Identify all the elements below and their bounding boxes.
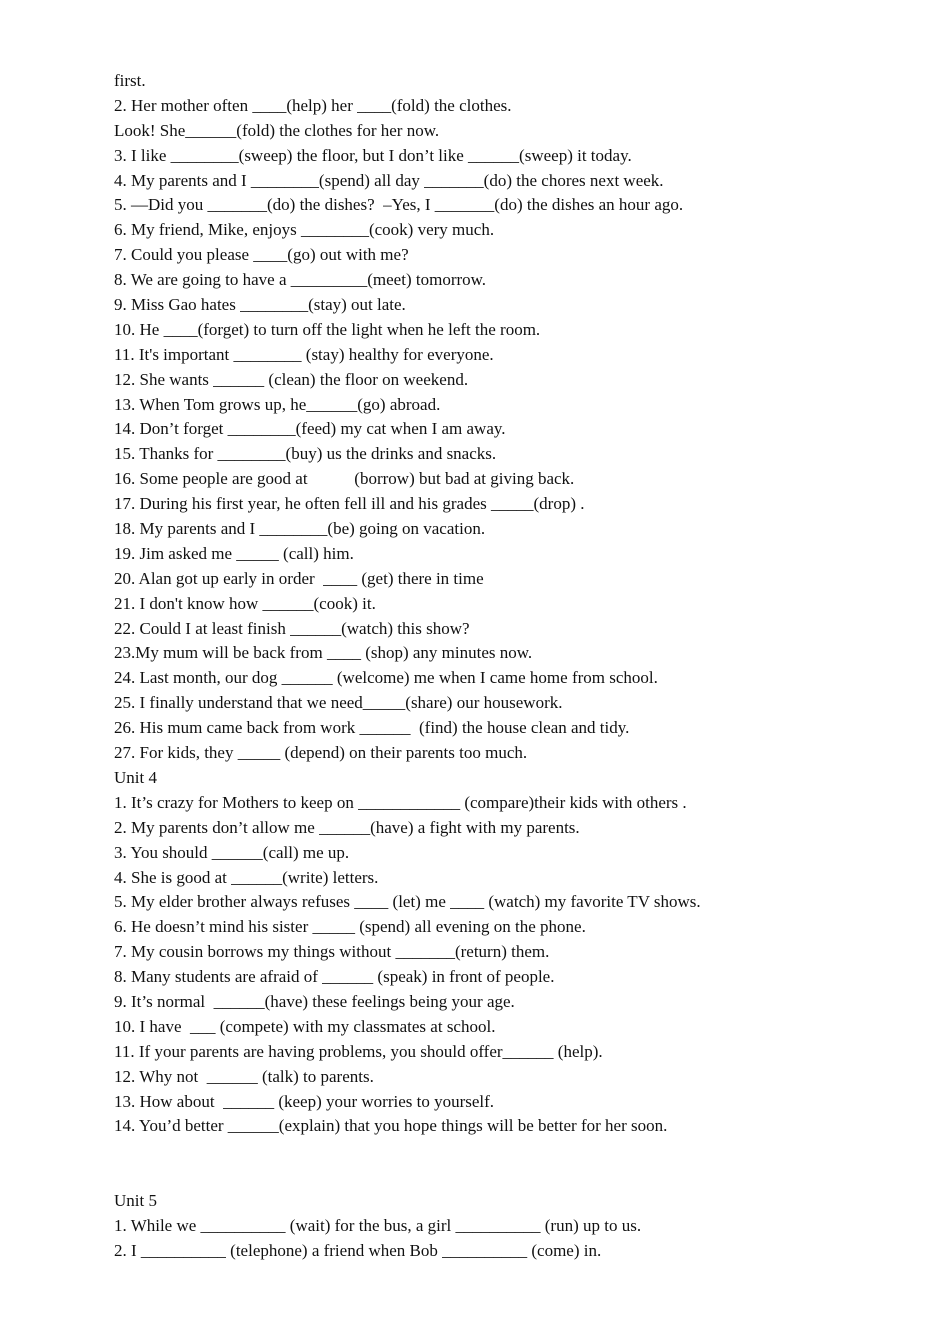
exercise-line: 13. How about ______ (keep) your worries to yourself.	[114, 1091, 495, 1111]
exercise-line: 7. My cousin borrows my things without _______(return) them.	[114, 942, 550, 962]
exercise-line: 4. My parents and I ________(spend) all day _______(do) the chores next week.	[114, 170, 664, 190]
exercise-line: 12. Why not ______ (talk) to parents.	[114, 1066, 374, 1086]
exercise-line: 23.My mum will be back from ____ (shop) any minutes now.	[114, 643, 533, 663]
exercise-line: 20. Alan got up early in order ____ (get) there in time	[114, 568, 484, 588]
exercise-line: 16. Some people are good at (borrow) but bad at giving back.	[114, 469, 575, 489]
exercise-line: 1. It’s crazy for Mothers to keep on ____________ (compare)their kids with others .	[114, 792, 687, 812]
exercise-line: 3. I like ________(sweep) the floor, but I don’t like ______(sweep) it today.	[114, 145, 632, 165]
exercise-line: 14. You’d better ______(explain) that you hope things will be better for her soon.	[114, 1116, 668, 1136]
exercise-line: 18. My parents and I ________(be) going on vacation.	[114, 519, 486, 539]
unit-5-heading: Unit 5	[114, 1191, 157, 1211]
exercise-line: 5. —Did you _______(do) the dishes? –Yes, I _______(do) the dishes an hour ago.	[114, 195, 684, 215]
exercise-line: 5. My elder brother always refuses ____ (let) me ____ (watch) my favorite TV shows.	[114, 892, 701, 912]
exercise-line: 7. Could you please ____(go) out with me?	[114, 245, 409, 265]
worksheet-page	[114, 69, 914, 1264]
exercise-line: first.	[114, 71, 146, 90]
exercise-line: 2. I __________ (telephone) a friend when Bob __________ (come) in.	[114, 1240, 602, 1260]
exercise-line: 15. Thanks for ________(buy) us the drinks and snacks.	[114, 444, 497, 464]
exercise-line: 13. When Tom grows up, he______(go) abroad.	[114, 394, 441, 414]
exercise-line: 3. You should ______(call) me up.	[114, 842, 350, 862]
exercise-line: 26. His mum came back from work ______ (find) the house clean and tidy.	[114, 718, 630, 738]
exercise-line: 27. For kids, they _____ (depend) on their parents too much.	[114, 743, 528, 763]
exercise-line: 2. My parents don’t allow me ______(have) a fight with my parents.	[114, 817, 580, 837]
exercise-line: 24. Last month, our dog ______ (welcome) me when I came home from school.	[114, 668, 658, 688]
exercise-line: Look! She______(fold) the clothes for her now.	[114, 120, 440, 140]
exercise-line: 8. We are going to have a _________(meet) tomorrow.	[114, 270, 487, 290]
exercise-line: 14. Don’t forget ________(feed) my cat when I am away.	[114, 419, 506, 439]
exercise-line: 1. While we __________ (wait) for the bus, a girl __________ (run) up to us.	[114, 1215, 642, 1235]
exercise-line: 2. Her mother often ____(help) her ____(fold) the clothes.	[114, 95, 512, 115]
exercise-line: 17. During his first year, he often fell ill and his grades _____(drop) .	[114, 494, 585, 514]
section-spacer	[114, 1139, 914, 1189]
exercise-line: 6. My friend, Mike, enjoys ________(cook) very much.	[114, 220, 495, 240]
exercise-line: 10. He ____(forget) to turn off the light when he left the room.	[114, 319, 541, 339]
exercise-line: 9. Miss Gao hates ________(stay) out late.	[114, 295, 406, 315]
exercise-line: 21. I don't know how ______(cook) it.	[114, 593, 376, 613]
exercise-line: 8. Many students are afraid of ______ (speak) in front of people.	[114, 967, 555, 987]
exercise-line: 6. He doesn’t mind his sister _____ (spend) all evening on the phone.	[114, 917, 586, 937]
exercise-line: 9. It’s normal ______(have) these feelings being your age.	[114, 991, 515, 1011]
exercise-line: 19. Jim asked me _____ (call) him.	[114, 543, 354, 563]
exercise-line: 11. If your parents are having problems, you should offer______ (help).	[114, 1041, 603, 1061]
exercise-line: 11. It's important ________ (stay) healthy for everyone.	[114, 344, 494, 364]
exercise-line: 12. She wants ______ (clean) the floor on weekend.	[114, 369, 469, 389]
exercise-line: 4. She is good at ______(write) letters.	[114, 867, 379, 887]
unit-4-heading: Unit 4	[114, 767, 157, 787]
exercise-line: 22. Could I at least finish ______(watch) this show?	[114, 618, 470, 638]
exercise-line: 25. I finally understand that we need_____(share) our housework.	[114, 693, 563, 713]
exercise-line: 10. I have ___ (compete) with my classmates at school.	[114, 1016, 496, 1036]
